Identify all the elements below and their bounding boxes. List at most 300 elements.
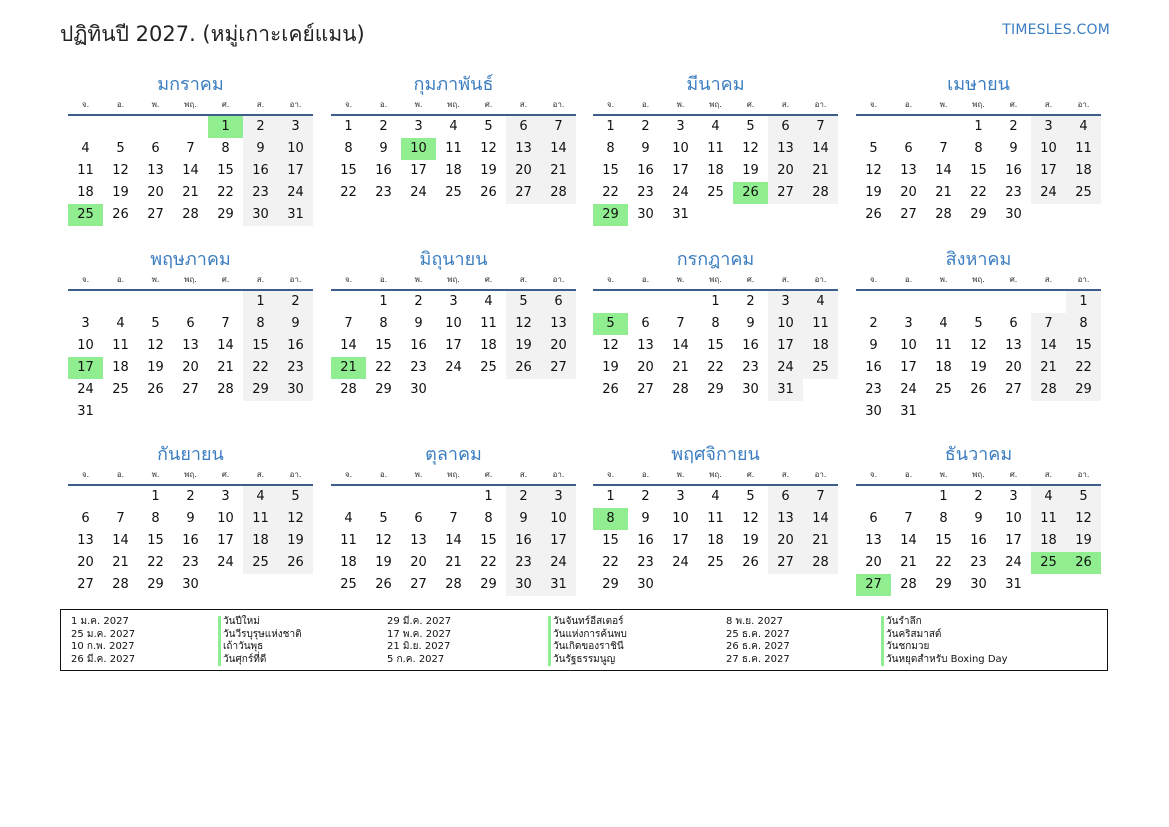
day-cell: 19 (506, 335, 541, 357)
legend-holiday-name: วันชกมวย (881, 641, 1008, 654)
day-cell: 11 (935, 338, 952, 353)
day-cell: 15 (602, 163, 619, 178)
day-cell: 1 (243, 291, 278, 313)
day-cell: 4 (803, 291, 838, 313)
weekday-label: ส. (1044, 470, 1053, 479)
day-cell: 4 (1066, 116, 1101, 138)
day-cell: 19 (1066, 530, 1101, 552)
weekday-label: พ. (414, 100, 423, 109)
legend-date: 29 มี.ค. 2027 (387, 616, 452, 627)
weekday-label: พ. (414, 275, 423, 284)
day-cell: 1 (711, 294, 720, 309)
day-cell: 2 (186, 489, 195, 504)
day-cell: 12 (865, 163, 882, 178)
empty-cell (856, 486, 891, 508)
day-cell: 19 (375, 555, 392, 570)
day-cell: 12 (742, 141, 759, 156)
empty-cell (68, 486, 103, 508)
legend-names (218, 616, 302, 666)
day-cell: 14 (340, 338, 357, 353)
day-cell: 28 (803, 552, 838, 574)
day-cell: 25 (707, 185, 724, 200)
weekday-label: ศ. (221, 470, 230, 479)
day-cell: 12 (112, 163, 129, 178)
day-cell: 2 (1009, 119, 1018, 134)
weekday-label: อา. (1077, 275, 1090, 284)
empty-cell (961, 291, 996, 313)
day-cell: 8 (243, 313, 278, 335)
day-cell: 1 (151, 489, 160, 504)
day-cell: 6 (869, 511, 878, 526)
day-cell: 21 (541, 160, 576, 182)
weekday-label: จ. (344, 470, 353, 479)
day-cell: 18 (445, 163, 462, 178)
day-cell: 7 (186, 141, 195, 156)
day-cell: 21 (1031, 357, 1066, 379)
day-cell: 5 (1066, 486, 1101, 508)
day-cell: 8 (221, 141, 230, 156)
day-cell: 21 (935, 185, 952, 200)
day-cell: 15 (243, 335, 278, 357)
day-cell: 16 (742, 338, 759, 353)
day-cell: 12 (375, 533, 392, 548)
month-block (593, 247, 838, 401)
day-cell: 22 (340, 185, 357, 200)
day-cell: 15 (375, 338, 392, 353)
day-cell: 19 (742, 533, 759, 548)
day-cell: 1 (344, 119, 353, 134)
day-cell: 29 (243, 379, 278, 401)
holiday-day-cell: 29 (593, 204, 628, 226)
day-cell: 16 (410, 338, 427, 353)
day-cell: 13 (410, 533, 427, 548)
month-block (593, 72, 838, 226)
day-cell: 26 (480, 185, 497, 200)
month-block (68, 72, 313, 226)
empty-cell (138, 116, 173, 138)
holiday-day-cell: 27 (856, 574, 891, 596)
day-cell: 5 (484, 119, 493, 134)
day-cell: 23 (865, 382, 882, 397)
weekday-label: จ. (344, 100, 353, 109)
day-cell: 7 (449, 511, 458, 526)
weekday-label: ศ. (746, 275, 755, 284)
weekday-label: พ. (939, 275, 948, 284)
day-cell: 7 (116, 511, 125, 526)
month-name: พฤศจิกายน (671, 444, 760, 465)
holiday-day-cell: 8 (593, 508, 628, 530)
day-cell: 17 (672, 163, 689, 178)
empty-cell (68, 116, 103, 138)
day-cell: 21 (672, 360, 689, 375)
day-cell: 14 (217, 338, 234, 353)
weekday-header (856, 98, 1101, 112)
day-cell: 18 (243, 530, 278, 552)
day-cell: 28 (900, 577, 917, 592)
day-cell: 26 (602, 382, 619, 397)
day-cell: 30 (637, 207, 654, 222)
day-cell: 27 (637, 382, 654, 397)
month-block (68, 442, 313, 596)
empty-cell (103, 486, 138, 508)
page-title: ปฏิทินปี 2027. (หมู่เกาะเคย์แมน) (60, 22, 365, 46)
weekday-label: จ. (869, 100, 878, 109)
day-cell: 6 (506, 116, 541, 138)
weekday-label: พฤ. (447, 100, 460, 109)
day-cell: 26 (147, 382, 164, 397)
day-cell: 25 (707, 555, 724, 570)
weekday-label: พฤ. (709, 470, 722, 479)
weekday-label: อ. (379, 470, 388, 479)
day-cell: 21 (112, 555, 129, 570)
day-cell: 11 (112, 338, 129, 353)
day-cell: 13 (865, 533, 882, 548)
day-cell: 25 (935, 382, 952, 397)
empty-cell (891, 291, 926, 313)
day-cell: 4 (449, 119, 458, 134)
day-cell: 23 (742, 360, 759, 375)
weekday-label: จ. (81, 100, 90, 109)
holiday-day-cell: 10 (401, 138, 436, 160)
day-cell: 12 (1066, 508, 1101, 530)
day-cell: 22 (1066, 357, 1101, 379)
day-cell: 23 (410, 360, 427, 375)
day-cell: 22 (243, 357, 278, 379)
weekday-header (331, 273, 576, 287)
day-cell: 22 (480, 555, 497, 570)
weekday-header (856, 468, 1101, 482)
day-cell: 30 (970, 577, 987, 592)
day-cell: 13 (768, 508, 803, 530)
day-cell: 18 (707, 163, 724, 178)
day-cell: 8 (151, 511, 160, 526)
day-cell: 9 (414, 316, 423, 331)
day-cell: 28 (112, 577, 129, 592)
month-name: พฤษภาคม (150, 249, 231, 270)
day-cell: 13 (900, 163, 917, 178)
day-cell: 11 (77, 163, 94, 178)
day-cell: 11 (803, 313, 838, 335)
day-cell: 26 (970, 382, 987, 397)
month-block (68, 247, 313, 423)
empty-cell (593, 291, 628, 313)
legend-date: 17 พ.ค. 2027 (387, 628, 452, 640)
day-cell: 2 (379, 119, 388, 134)
weekday-label: ส. (1044, 275, 1053, 284)
day-cell: 16 (1005, 163, 1022, 178)
day-cell: 13 (77, 533, 94, 548)
month-block (856, 72, 1101, 226)
weekday-label: อา. (814, 100, 827, 109)
weekday-label: ส. (256, 275, 265, 284)
day-cell: 12 (480, 141, 497, 156)
legend-names (881, 616, 1008, 666)
day-cell: 15 (935, 533, 952, 548)
weekday-label: พ. (676, 100, 685, 109)
legend-date: 8 พ.ย. 2027 (726, 616, 783, 627)
day-cell: 3 (414, 119, 423, 134)
empty-cell (628, 291, 663, 313)
days-grid (331, 291, 576, 401)
day-cell: 24 (410, 185, 427, 200)
day-cell: 30 (182, 577, 199, 592)
day-cell: 20 (1005, 360, 1022, 375)
day-cell: 30 (410, 382, 427, 397)
day-cell: 9 (641, 511, 650, 526)
weekday-label: อ. (641, 275, 650, 284)
weekday-label: ส. (781, 470, 790, 479)
day-cell: 20 (77, 555, 94, 570)
day-cell: 21 (900, 555, 917, 570)
site-link[interactable]: TIMESLES.COM (1002, 22, 1110, 38)
day-cell: 6 (81, 511, 90, 526)
day-cell: 22 (970, 185, 987, 200)
empty-cell (208, 291, 243, 313)
day-cell: 3 (81, 316, 90, 331)
day-cell: 23 (182, 555, 199, 570)
day-cell: 2 (746, 294, 755, 309)
weekday-label: จ. (869, 470, 878, 479)
legend-dates (726, 616, 790, 666)
month-name: กุมภาพันธ์ (413, 74, 494, 95)
weekday-label: อา. (289, 100, 302, 109)
empty-cell (926, 291, 961, 313)
day-cell: 14 (900, 533, 917, 548)
weekday-label: พฤ. (709, 100, 722, 109)
day-cell: 7 (803, 116, 838, 138)
day-cell: 19 (147, 360, 164, 375)
holiday-day-cell: 25 (68, 204, 103, 226)
weekday-label: อ. (641, 470, 650, 479)
day-cell: 29 (217, 207, 234, 222)
weekday-label: พฤ. (184, 470, 197, 479)
weekday-label: อ. (116, 100, 125, 109)
day-cell: 23 (1005, 185, 1022, 200)
day-cell: 9 (506, 508, 541, 530)
weekday-header (593, 98, 838, 112)
day-cell: 6 (768, 116, 803, 138)
day-cell: 17 (410, 163, 427, 178)
weekday-label: ส. (1044, 100, 1053, 109)
day-cell: 1 (1066, 291, 1101, 313)
weekday-label: ศ. (484, 100, 493, 109)
day-cell: 17 (217, 533, 234, 548)
day-cell: 12 (506, 313, 541, 335)
day-cell: 14 (541, 138, 576, 160)
day-cell: 21 (182, 185, 199, 200)
day-cell: 1 (939, 489, 948, 504)
legend-date: 25 ม.ค. 2027 (71, 628, 136, 640)
day-cell: 15 (217, 163, 234, 178)
days-grid (68, 116, 313, 226)
weekday-label: ศ. (1009, 470, 1018, 479)
day-cell: 27 (182, 382, 199, 397)
day-cell: 3 (449, 294, 458, 309)
day-cell: 10 (672, 511, 689, 526)
day-cell: 4 (484, 294, 493, 309)
day-cell: 8 (606, 141, 615, 156)
day-cell: 3 (278, 116, 313, 138)
weekday-label: พ. (414, 470, 423, 479)
weekday-label: อา. (814, 275, 827, 284)
weekday-label: พ. (151, 275, 160, 284)
day-cell: 17 (900, 360, 917, 375)
weekday-label: อ. (904, 470, 913, 479)
day-cell: 17 (768, 335, 803, 357)
day-cell: 9 (278, 313, 313, 335)
weekday-label: ศ. (1009, 275, 1018, 284)
day-cell: 11 (1031, 508, 1066, 530)
day-cell: 8 (484, 511, 493, 526)
day-cell: 3 (768, 291, 803, 313)
day-cell: 20 (410, 555, 427, 570)
day-cell: 2 (243, 116, 278, 138)
weekday-label: จ. (869, 275, 878, 284)
day-cell: 22 (707, 360, 724, 375)
day-cell: 11 (445, 141, 462, 156)
day-cell: 7 (904, 511, 913, 526)
day-cell: 4 (116, 316, 125, 331)
day-cell: 14 (803, 508, 838, 530)
empty-cell (173, 291, 208, 313)
holiday-day-cell: 21 (331, 357, 366, 379)
day-cell: 1 (379, 294, 388, 309)
day-cell: 4 (711, 489, 720, 504)
weekday-label: อ. (379, 275, 388, 284)
weekday-label: อา. (552, 470, 565, 479)
weekday-label: พฤ. (184, 275, 197, 284)
day-cell: 25 (112, 382, 129, 397)
legend-date: 26 มี.ค. 2027 (71, 653, 136, 665)
day-cell: 29 (480, 577, 497, 592)
day-cell: 20 (506, 160, 541, 182)
day-cell: 1 (606, 489, 615, 504)
day-cell: 20 (182, 360, 199, 375)
weekday-label: พฤ. (972, 100, 985, 109)
day-cell: 15 (147, 533, 164, 548)
day-cell: 6 (151, 141, 160, 156)
day-cell: 26 (865, 207, 882, 222)
days-grid (856, 116, 1101, 226)
day-cell: 18 (1066, 160, 1101, 182)
day-cell: 18 (1031, 530, 1066, 552)
day-cell: 2 (641, 119, 650, 134)
holiday-legend (60, 609, 1108, 671)
day-cell: 9 (746, 316, 755, 331)
day-cell: 27 (506, 182, 541, 204)
day-cell: 7 (344, 316, 353, 331)
day-cell: 18 (707, 533, 724, 548)
day-cell: 11 (707, 511, 724, 526)
day-cell: 16 (865, 360, 882, 375)
weekday-label: จ. (606, 275, 615, 284)
day-cell: 29 (707, 382, 724, 397)
day-cell: 31 (900, 404, 917, 419)
day-cell: 21 (217, 360, 234, 375)
day-cell: 14 (803, 138, 838, 160)
day-cell: 7 (221, 316, 230, 331)
day-cell: 4 (711, 119, 720, 134)
day-cell: 18 (77, 185, 94, 200)
days-grid (593, 291, 838, 401)
day-cell: 23 (637, 185, 654, 200)
day-cell: 25 (340, 577, 357, 592)
weekday-label: ศ. (746, 470, 755, 479)
day-cell: 18 (480, 338, 497, 353)
day-cell: 20 (768, 530, 803, 552)
day-cell: 3 (1031, 116, 1066, 138)
day-cell: 10 (77, 338, 94, 353)
day-cell: 13 (1005, 338, 1022, 353)
day-cell: 10 (1031, 138, 1066, 160)
day-cell: 7 (541, 116, 576, 138)
weekday-label: พฤ. (447, 275, 460, 284)
legend-dates (71, 616, 135, 666)
day-cell: 16 (375, 163, 392, 178)
legend-holiday-name: วันเกิดของราชินี (548, 641, 627, 654)
day-cell: 27 (1005, 382, 1022, 397)
day-cell: 10 (1005, 511, 1022, 526)
day-cell: 16 (182, 533, 199, 548)
weekday-header (68, 98, 313, 112)
weekday-label: ส. (519, 470, 528, 479)
weekday-label: ศ. (484, 470, 493, 479)
weekday-label: อ. (116, 275, 125, 284)
day-cell: 19 (602, 360, 619, 375)
days-grid (331, 486, 576, 596)
day-cell: 6 (541, 291, 576, 313)
day-cell: 7 (803, 486, 838, 508)
weekday-label: พ. (151, 470, 160, 479)
day-cell: 19 (865, 185, 882, 200)
day-cell: 28 (340, 382, 357, 397)
day-cell: 8 (974, 141, 983, 156)
legend-dates (387, 616, 451, 666)
weekday-label: อา. (289, 470, 302, 479)
holiday-day-cell: 5 (593, 313, 628, 335)
day-cell: 22 (375, 360, 392, 375)
weekday-header (331, 468, 576, 482)
day-cell: 2 (641, 489, 650, 504)
day-cell: 6 (1009, 316, 1018, 331)
day-cell: 23 (637, 555, 654, 570)
day-cell: 25 (803, 357, 838, 379)
day-cell: 27 (147, 207, 164, 222)
weekday-label: ส. (781, 100, 790, 109)
legend-holiday-name: เถ้าวันพุธ (218, 641, 302, 654)
day-cell: 2 (506, 486, 541, 508)
month-name: สิงหาคม (945, 249, 1012, 270)
day-cell: 6 (904, 141, 913, 156)
holiday-day-cell: 25 (1031, 552, 1066, 574)
day-cell: 10 (278, 138, 313, 160)
weekday-label: ศ. (1009, 100, 1018, 109)
day-cell: 11 (340, 533, 357, 548)
day-cell: 1 (974, 119, 983, 134)
day-cell: 31 (541, 574, 576, 596)
weekday-label: ส. (519, 275, 528, 284)
day-cell: 28 (672, 382, 689, 397)
weekday-header (593, 273, 838, 287)
holiday-day-cell: 17 (68, 357, 103, 379)
day-cell: 19 (742, 163, 759, 178)
weekday-label: พฤ. (447, 470, 460, 479)
month-block (593, 442, 838, 596)
day-cell: 14 (182, 163, 199, 178)
day-cell: 12 (970, 338, 987, 353)
day-cell: 2 (974, 489, 983, 504)
day-cell: 3 (541, 486, 576, 508)
